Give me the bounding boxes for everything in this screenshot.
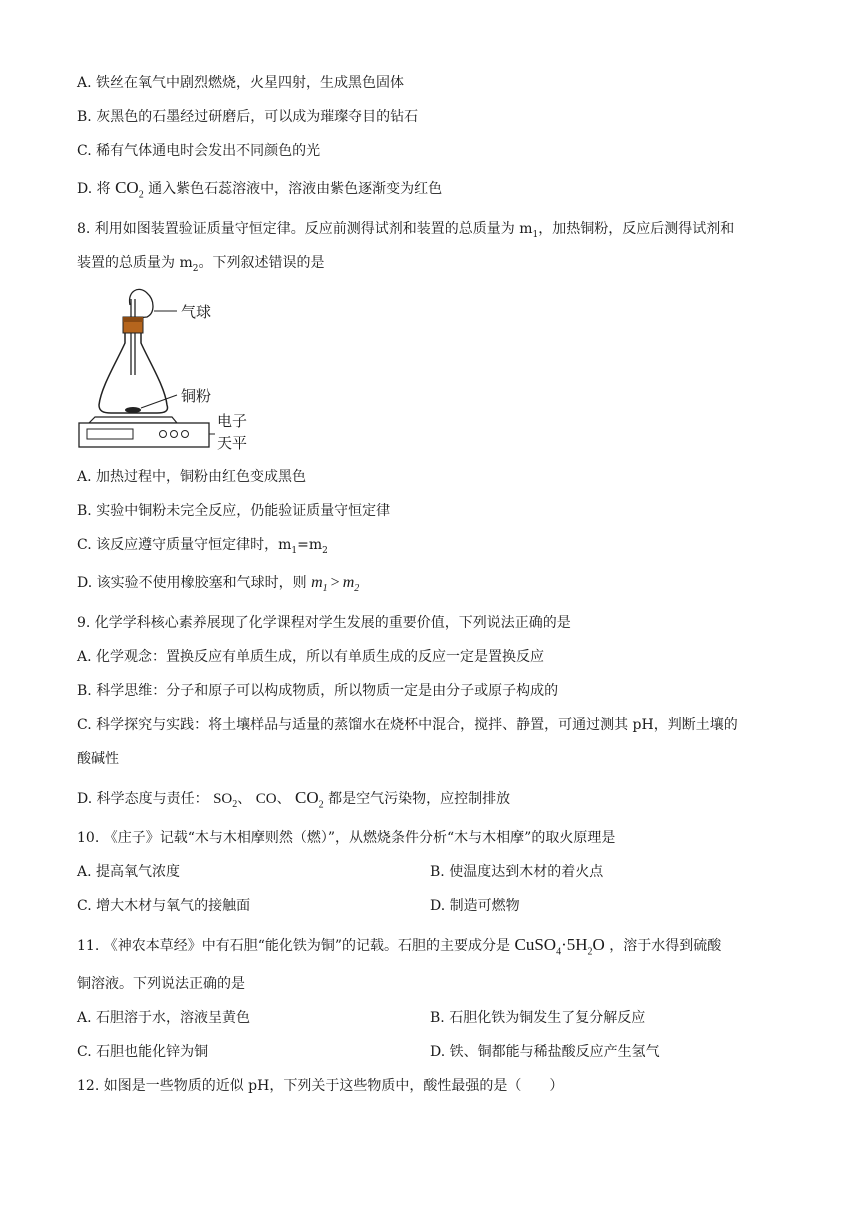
label-balance-line1: 电子	[217, 412, 248, 430]
q11-option-a: A. 石胆溶于水，溶液呈黄色	[77, 1010, 251, 1026]
q7-option-d-prefix: D. 将	[77, 181, 111, 197]
q11-formula: $CuSO_4\cdot 5H_2O$	[514, 935, 605, 958]
q12-stem: 12. 如图是一些物质的近似 pH，下列关于这些物质中，酸性最强的是（ ）	[77, 1078, 564, 1094]
balance-display	[87, 429, 133, 439]
q8-option-c: C. 该反应遵守质量守恒定律时，$m_1=m_2$	[77, 537, 328, 556]
q7-option-a: A. 铁丝在氧气中剧烈燃烧，火星四射，生成黑色固体	[77, 75, 405, 91]
q11-option-c: C. 石胆也能化锌为铜	[77, 1044, 209, 1060]
q10-option-b: B. 使温度达到木材的着火点	[430, 864, 604, 880]
q7-option-d	[77, 178, 442, 205]
q7-option-c: C. 稀有气体通电时会发出不同颜色的光	[77, 143, 321, 159]
copper-leader	[141, 395, 177, 408]
q7-option-d-suffix: 通入紫色石蕊溶液中，溶液由紫色逐渐变为红色	[148, 181, 443, 197]
q9-option-a: A. 化学观念：置换反应有单质生成，所以有单质生成的反应一定是置换反应	[77, 649, 545, 665]
q8-stem-line1: 8. 利用如图装置验证质量守恒定律。反应前测得试剂和装置的总质量为 $m_1$，加热铜粉，反应后测得试剂和	[77, 221, 735, 240]
q10-stem: 10. 《庄子》记载“木与木相摩则然（燃）”，从燃烧条件分析“木与木相摩”的取火原理是	[77, 830, 616, 846]
q9-option-c-line1: C. 科学探究与实践：将土壤样品与适量的蒸馏水在烧杯中混合，搅拌、静置，可通过测其 pH，判断土壤的	[77, 717, 738, 733]
q11-stem-line2: 铜溶液。下列说法正确的是	[77, 976, 245, 992]
q10-option-d: D. 制造可燃物	[430, 898, 520, 914]
q8-stem-line2: 装置的总质量为 $m_2$。下列叙述错误的是	[77, 255, 325, 274]
label-balance-line2: 天平	[217, 434, 248, 452]
q9-option-b: B. 科学思维：分子和原子可以构成物质，所以物质一定是由分子或原子构成的	[77, 683, 559, 699]
q8-option-d: D. 该实验不使用橡胶塞和气球时，则 $m_1 > m_2$	[77, 574, 360, 595]
q11-option-d: D. 铁、铜都能与稀盐酸反应产生氢气	[430, 1044, 660, 1060]
q10-option-a: A. 提高氧气浓度	[77, 864, 181, 880]
q8-option-a: A. 加热过程中，铜粉由红色变成黑色	[77, 469, 307, 485]
q8-option-d-inequality: $m_1 > m_2$	[311, 574, 360, 595]
balance-button-1	[160, 431, 167, 438]
q8-option-b: B. 实验中铜粉未完全反应，仍能验证质量守恒定律	[77, 503, 391, 519]
balance-button-2	[171, 431, 178, 438]
q9-stem: 9. 化学学科核心素养展现了化学课程对学生发展的重要价值，下列说法正确的是	[77, 615, 571, 631]
q7-option-d-formula: $CO_2$	[115, 178, 144, 201]
q9-option-c-line2: 酸碱性	[77, 751, 119, 767]
label-balloon: 气球	[181, 303, 212, 321]
balance-pan	[89, 417, 177, 423]
balloon-shape	[130, 289, 153, 318]
balance-button-3	[182, 431, 189, 438]
conical-flask	[99, 333, 168, 413]
q11-option-b: B. 石胆化铁为铜发生了复分解反应	[430, 1010, 646, 1026]
q7-option-b: B. 灰黑色的石墨经过研磨后，可以成为璀璨夺目的钻石	[77, 109, 419, 125]
copper-powder	[125, 407, 141, 413]
q9-option-d: D. 科学态度与责任： $SO_2$、 CO、 $CO_2$ 都是空气污染物，应控制排放	[77, 788, 511, 811]
q10-option-c: C. 增大木材与氧气的接触面	[77, 898, 251, 914]
q8-apparatus-figure	[77, 287, 257, 452]
q11-stem-line1: 11. 《神农本草经》中有石胆“能化铁为铜”的记载。石胆的主要成分是 $CuSO_4\cdot 5H_2O$ ，溶于水得到硫酸	[77, 935, 722, 958]
label-copper-powder: 铜粉	[181, 387, 212, 405]
